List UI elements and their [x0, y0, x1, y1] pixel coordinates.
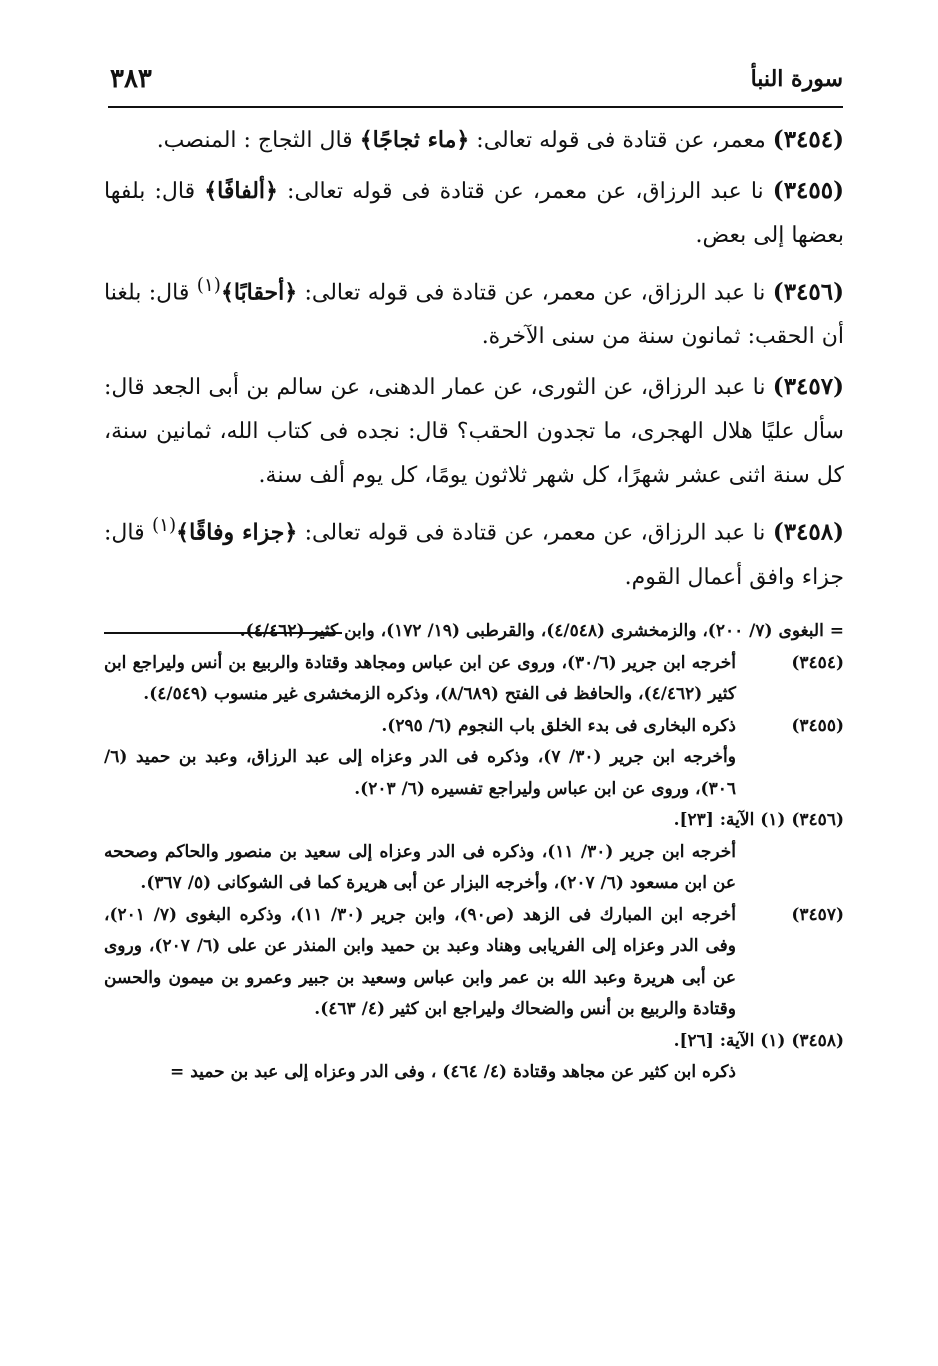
footnote-text: ذكره البخارى فى بدء الخلق باب النجوم (٦/ ٢٩٥). [381, 715, 736, 736]
entry-text: قال: بلغنا أن الحقب: ثمانون سنة من سنى الآخرة. [104, 280, 844, 350]
entry-number: (٣٤٥٨) [772, 518, 845, 546]
entry-text: قال: جزاء وافق أعمال القوم. [104, 520, 844, 590]
footnote-3455 [104, 711, 844, 743]
entry-number: (٣٤٥٤) [772, 126, 844, 153]
footnote-continuation: = البغوى (٧/ ٢٠٠)، والزمخشرى (٤/٥٤٨)، والقرطبى (١٩/ ١٧٢)، وابن كثير (٤/٤٦٢). [239, 621, 844, 641]
footnote-label: (٣٤٥٦) (١) الآية: [٢٣]. [673, 810, 844, 830]
footnote-text: أخرجه ابن جرير (٣٠/٦)، وروى عن ابن عباس ومجاهد وقتادة والربيع بن أنس وليراجع ابن كثير (٤/٤٦٢)، والحافظ فى الفتح (٨/٦٨٩)، وذكره الزمخشرى غير منسوب (٤/٥٤٩). [104, 652, 736, 704]
entry-text: نا عبد الرزاق، عن معمر، عن قتادة فى قوله تعالى: [297, 280, 773, 306]
entry-number: (٣٤٥٥) [772, 177, 844, 204]
entry-text: نا عبد الرزاق، عن الثورى، عن عمار الدهنى، عن سالم بن أبى الجعد قال: سأل عليًا هلال الهجرى، ما تجدون الحقب؟ قال: نجده فى كتاب الله، ثمانين سنة، كل سنة اثنى عشر شهرًا، كل شهر ثلاثون يومًا، كل يوم ألف سنة. [104, 375, 844, 489]
entry-text: قال: بلفها بعضها إلى بعض. [104, 179, 844, 248]
quran-quote: ﴿ألفافًا﴾ [204, 178, 278, 204]
footnote-text: ذكره ابن كثير عن مجاهد وقتادة (٤/ ٤٦٤) ، وفى الدر وعزاه إلى عبد بن حميد = [170, 1062, 736, 1082]
footnote-label: (٣٤٥٥) [791, 715, 844, 736]
footnote-3454 [104, 648, 844, 711]
quran-quote: ﴿ماء ثجاجًا﴾ [359, 127, 470, 153]
footnote-3456 [104, 805, 844, 837]
header-divider [108, 106, 843, 108]
entry-3458 [104, 504, 844, 599]
page-number: ٣٨٣ [110, 64, 152, 94]
entry-3454 [104, 118, 844, 163]
entry-text: نا عبد الرزاق، عن معمر، عن قتادة فى قوله تعالى: [277, 179, 773, 204]
entry-text: قال الثجاج : المنصب. [156, 128, 360, 153]
entry-number: (٣٤٥٧) [772, 373, 844, 401]
footnote-3458 [104, 1026, 844, 1058]
entry-number: (٣٤٥٦) [772, 278, 844, 306]
footnote-label: (٣٤٥٨) (١) الآية: [٢٦]. [673, 1030, 844, 1051]
page-header [108, 62, 843, 106]
footnote-marker: (١) [196, 275, 221, 296]
main-text [104, 118, 844, 606]
footnote-text: أخرجه ابن جرير (٣٠/ ١١)، وذكره فى الدر وعزاه إلى سعيد بن منصور والحاكم وصححه عن ابن مسعود (٦/ ٢٠٧)، وأخرجه البزار عن أبى هريرة كما فى الشوكانى (٥/ ٣٦٧). [104, 841, 736, 893]
entry-3456 [104, 264, 844, 359]
entry-3457 [104, 365, 844, 498]
footnote-marker: (١) [152, 515, 177, 537]
footnote-label: (٣٤٥٤) [791, 652, 844, 673]
footnote-text: وأخرجه ابن جرير (٣٠/ ٧)، وذكره فى الدر وعزاه إلى عبد الرزاق، وعبد بن حميد (٦/ ٣٠٦)، وروى عن ابن عباس وليراجع تفسيره (٦/ ٢٠٣). [104, 747, 736, 799]
footnote-text: أخرجه ابن المبارك فى الزهد (ص٩٠)، وابن جرير (٣٠/ ١١)، وذكره البغوى (٧/ ٢٠١)، وفى الدر وعزاه إلى الفريابى وهناد وعبد بن حميد وابن المنذر عن على (٦/ ٢٠٧)، وروى عن أبى هريرة وعبد الله بن عمر وابن عباس وسعيد بن جبير وعمرو بن ميمون والحسن وقتادة والربيع بن أنس والضحاك وليراجع ابن كثير (٤/ ٤٦٣). [104, 904, 736, 1019]
quran-quote: ﴿أحقابًا﴾ [220, 279, 298, 306]
footnote-label: (٣٤٥٧) [791, 904, 844, 925]
entry-3455 [104, 169, 844, 258]
entry-text: نا عبد الرزاق، عن معمر، عن قتادة فى قوله تعالى: [297, 520, 773, 546]
quran-quote: ﴿جزاء وفاقًا﴾ [176, 519, 298, 546]
footnotes [104, 614, 844, 1089]
footnote-3457 [104, 900, 844, 1026]
entry-text: معمر، عن قتادة فى قوله تعالى: [469, 128, 773, 153]
surah-title: سورة النبأ [750, 66, 843, 92]
